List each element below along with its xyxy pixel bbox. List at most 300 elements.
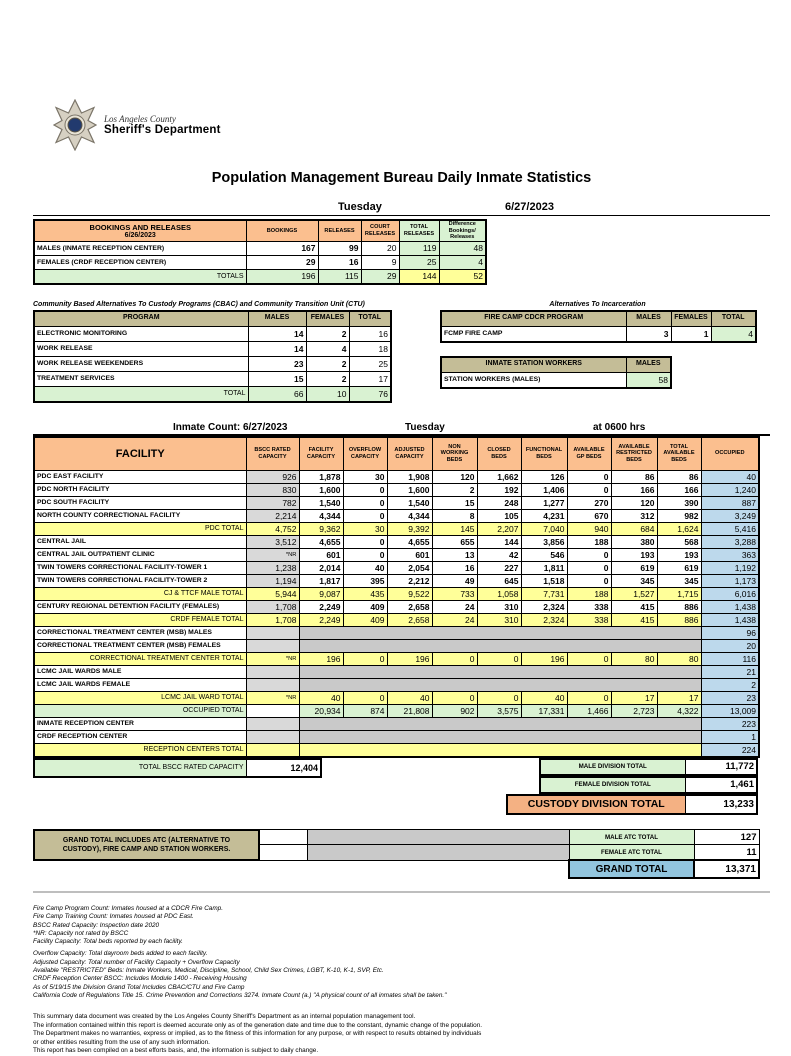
facility-cell: 4,344 — [299, 509, 343, 522]
facility-cell: 21,808 — [387, 704, 432, 717]
col-releases: RELEASES — [318, 220, 361, 241]
col-functional-beds: FUNCTIONAL BEDS — [521, 437, 567, 471]
bscc-total-table — [33, 758, 322, 778]
facility-cell — [299, 639, 701, 652]
cell: 167 — [246, 241, 318, 255]
col-difference: Difference Bookings/ Releases — [439, 220, 486, 241]
facility-cell: PDC TOTAL — [34, 522, 246, 535]
facility-cell: 601 — [299, 548, 343, 561]
facility-row — [34, 704, 759, 717]
gray-filler — [307, 845, 569, 861]
col-overflow-capacity: OVERFLOW CAPACITY — [343, 437, 387, 471]
facility-cell: 0 — [567, 691, 611, 704]
facility-row — [34, 717, 759, 730]
female-division-label: FEMALE DIVISION TOTAL — [540, 777, 685, 793]
facility-cell: 3,288 — [701, 535, 759, 548]
cell: 2 — [306, 326, 349, 341]
footnotes — [33, 905, 770, 1000]
cbac-row — [34, 326, 391, 341]
col-males: MALES — [248, 311, 306, 327]
facility-row — [34, 483, 759, 496]
facility-cell: 42 — [477, 548, 521, 561]
facility-cell: CORRECTIONAL TREATMENT CENTER (MSB) MALES — [34, 626, 246, 639]
facility-cell: 145 — [432, 522, 477, 535]
facility-cell: 17,331 — [521, 704, 567, 717]
facility-cell: 390 — [657, 496, 701, 509]
inmate-count-time: at 0600 hrs — [593, 421, 646, 433]
facility-cell: 4,344 — [387, 509, 432, 522]
custody-division-value: 13,233 — [685, 795, 757, 814]
facility-cell: 1,277 — [521, 496, 567, 509]
facility-cell: PDC EAST FACILITY — [34, 470, 246, 483]
totals-label: TOTALS — [34, 269, 246, 284]
facility-cell: 192 — [477, 483, 521, 496]
facility-cell: 224 — [701, 743, 759, 757]
facility-header-row — [34, 437, 759, 471]
facility-cell: 655 — [432, 535, 477, 548]
facility-cell: 1,466 — [567, 704, 611, 717]
male-division-label: MALE DIVISION TOTAL — [540, 759, 685, 775]
facility-row — [34, 509, 759, 522]
cell: 23 — [248, 356, 306, 371]
facility-cell: 20,934 — [299, 704, 343, 717]
facility-cell: 0 — [343, 535, 387, 548]
facility-row — [34, 535, 759, 548]
facility-cell: 2,214 — [246, 509, 299, 522]
row-label: WORK RELEASE WEEKENDERS — [34, 356, 248, 371]
grand-total-value: 13,371 — [694, 860, 759, 878]
facility-cell: 5,416 — [701, 522, 759, 535]
facility-cell: 15 — [432, 496, 477, 509]
facility-cell: 645 — [477, 574, 521, 587]
cell: 9 — [361, 255, 399, 269]
facility-cell — [246, 717, 299, 730]
bookings-title: BOOKINGS AND RELEASES — [89, 222, 191, 232]
cell: 196 — [246, 269, 318, 284]
bookings-header-row — [34, 220, 486, 241]
col-adjusted-capacity: ADJUSTED CAPACITY — [387, 437, 432, 471]
col-closed-beds: CLOSED BEDS — [477, 437, 521, 471]
cell: 10 — [306, 386, 349, 402]
footnote: BSCC Rated Capacity: Inspection date 2020 — [33, 921, 160, 929]
spacer-cell — [259, 830, 307, 845]
footnote: Facility Capacity: Total beds reported by each facility. — [33, 938, 183, 946]
facility-cell: 345 — [657, 574, 701, 587]
facility-cell: 0 — [432, 652, 477, 665]
facility-cell — [246, 678, 299, 691]
facility-cell: 21 — [701, 665, 759, 678]
custody-division-total — [506, 794, 758, 815]
facility-cell: 782 — [246, 496, 299, 509]
male-division-total — [539, 758, 758, 776]
facility-cell: 415 — [611, 613, 657, 626]
cell: 99 — [318, 241, 361, 255]
facility-cell: 886 — [657, 613, 701, 626]
facility-cell: 2,054 — [387, 561, 432, 574]
facility-cell: 1,811 — [521, 561, 567, 574]
facility-cell: 310 — [477, 613, 521, 626]
facility-cell: 338 — [567, 600, 611, 613]
facility-cell: 619 — [657, 561, 701, 574]
cbac-title: Community Based Alternatives To Custody Programs (CBAC) and Community Transition Unit (CTU) — [33, 300, 365, 308]
facility-cell: 4,231 — [521, 509, 567, 522]
facility-cell: 940 — [567, 522, 611, 535]
facility-cell — [246, 626, 299, 639]
facility-row — [34, 587, 759, 600]
grand-note-line1: GRAND TOTAL INCLUDES ATC (ALTERNATIVE TO — [62, 836, 231, 844]
cell: 58 — [626, 372, 671, 388]
grand-total-section — [33, 829, 760, 880]
cbac-table — [33, 310, 392, 403]
cell: 4 — [439, 255, 486, 269]
facility-cell: 30 — [343, 470, 387, 483]
facility-cell: CORRECTIONAL TREATMENT CENTER TOTAL — [34, 652, 246, 665]
agency-name-label: Sheriff's Department — [104, 124, 221, 136]
row-label: WORK RELEASE — [34, 341, 248, 356]
facility-cell — [299, 730, 701, 743]
station-workers-table — [440, 356, 672, 389]
facility-cell — [246, 704, 299, 717]
female-atc-value: 11 — [694, 845, 759, 861]
facility-cell: 1,540 — [299, 496, 343, 509]
facility-cell: 1,527 — [611, 587, 657, 600]
col-bookings: BOOKINGS — [246, 220, 318, 241]
facility-cell: 9,362 — [299, 522, 343, 535]
facility-cell: LCMC JAIL WARD TOTAL — [34, 691, 246, 704]
footnote: As of 5/19/15 the Division Grand Total Includes CBAC/CTU and Fire Camp — [33, 983, 245, 991]
col-total: TOTAL — [349, 311, 391, 327]
facility-row — [34, 743, 759, 757]
facility-cell: 380 — [611, 535, 657, 548]
report-day: Tuesday — [338, 201, 382, 213]
divider-line — [33, 891, 770, 893]
cell: 29 — [361, 269, 399, 284]
disclaimer-line: The Department makes no warranties, express or implied, as to the fitness of this information for any purpose, or with respect to results obtained by individuals — [33, 1030, 482, 1038]
facility-cell: 8 — [432, 509, 477, 522]
facility-cell: CJ & TTCF MALE TOTAL — [34, 587, 246, 600]
facility-cell — [299, 743, 701, 757]
facility-cell: 1,817 — [299, 574, 343, 587]
facility-cell: 188 — [567, 535, 611, 548]
grand-row — [34, 860, 759, 878]
facility-cell: 24 — [432, 613, 477, 626]
facility-cell: 0 — [567, 561, 611, 574]
cell: 25 — [349, 356, 391, 371]
facility-cell: 0 — [432, 691, 477, 704]
bookings-row-females — [34, 255, 486, 269]
facility-cell: 3,249 — [701, 509, 759, 522]
cell: 119 — [399, 241, 439, 255]
facility-row — [34, 600, 759, 613]
gray-filler — [307, 830, 569, 845]
facility-cell: 1,600 — [387, 483, 432, 496]
cbac-section — [33, 301, 390, 403]
facility-cell: 17 — [657, 691, 701, 704]
disclaimer-line: The information contained within this report is deemed accurate only as of the generation date and time due to the constant, dynamic change of the population. — [33, 1021, 483, 1029]
facility-row — [34, 470, 759, 483]
facility-cell: 1,058 — [477, 587, 521, 600]
facility-cell — [299, 665, 701, 678]
facility-cell: CRDF FEMALE TOTAL — [34, 613, 246, 626]
grand-note-line2: CUSTODY), FIRE CAMP AND STATION WORKERS. — [62, 845, 231, 853]
col-available-restricted-beds: AVAILABLE RESTRICTED BEDS — [611, 437, 657, 471]
facility-cell: 188 — [567, 587, 611, 600]
footnote: Fire Camp Training Count: Inmates housed at PDC East. — [33, 913, 194, 921]
facility-row — [34, 496, 759, 509]
facility-cell: 6,016 — [701, 587, 759, 600]
agency-header — [53, 96, 770, 154]
female-atc-label: FEMALE ATC TOTAL — [569, 845, 694, 861]
facility-cell: 24 — [432, 600, 477, 613]
facility-cell: 338 — [567, 613, 611, 626]
facility-cell: 1,708 — [246, 613, 299, 626]
facility-cell: 1,708 — [246, 600, 299, 613]
footnote: CRDF Reception Center BSCC: Includes Module 1400 - Receiving Housing — [33, 975, 247, 983]
facility-cell: NORTH COUNTY CORRECTIONAL FACILITY — [34, 509, 246, 522]
cell: 20 — [361, 241, 399, 255]
facility-cell: 1,600 — [299, 483, 343, 496]
row-label: STATION WORKERS (MALES) — [441, 372, 626, 388]
spacer-cell — [34, 860, 259, 878]
alternatives-section — [440, 301, 755, 403]
row-label: FCMP FIRE CAMP — [441, 326, 626, 342]
facility-cell: 0 — [567, 548, 611, 561]
facility-cell: 2,324 — [521, 613, 567, 626]
inmate-count-day: Tuesday — [405, 421, 445, 433]
facility-cell: 105 — [477, 509, 521, 522]
facility-cell: 1,438 — [701, 600, 759, 613]
facility-cell: TWIN TOWERS CORRECTIONAL FACILITY-TOWER 2 — [34, 574, 246, 587]
cell: 144 — [399, 269, 439, 284]
facility-cell: 546 — [521, 548, 567, 561]
facility-summary — [33, 758, 758, 815]
cell: 15 — [248, 371, 306, 386]
facility-cell: 13 — [432, 548, 477, 561]
facility-cell: 96 — [701, 626, 759, 639]
facility-cell: 2 — [701, 678, 759, 691]
facility-cell: 1,238 — [246, 561, 299, 574]
facility-cell: 1,624 — [657, 522, 701, 535]
page-title: Population Management Bureau Daily Inmate Statistics — [211, 170, 592, 186]
facility-cell: 2 — [432, 483, 477, 496]
cbac-row — [34, 341, 391, 356]
facility-cell: 345 — [611, 574, 657, 587]
facility-cell: 3,575 — [477, 704, 521, 717]
facility-row — [34, 522, 759, 535]
facility-cell: 86 — [611, 470, 657, 483]
facility-row — [34, 639, 759, 652]
facility-cell: 20 — [701, 639, 759, 652]
bookings-row-males — [34, 241, 486, 255]
cell: 18 — [349, 341, 391, 356]
facility-cell: 3,512 — [246, 535, 299, 548]
facility-cell: 227 — [477, 561, 521, 574]
facility-cell: 166 — [657, 483, 701, 496]
spacer-cell — [259, 845, 307, 861]
report-date: 6/27/2023 — [505, 201, 554, 213]
facility-cell: 40 — [387, 691, 432, 704]
col-bscc-rated-capacity: BSCC RATED CAPACITY — [246, 437, 299, 471]
facility-cell: 2,249 — [299, 600, 343, 613]
cell: 14 — [248, 326, 306, 341]
facility-cell: 2,658 — [387, 600, 432, 613]
facility-cell: 4,655 — [299, 535, 343, 548]
facility-cell: 49 — [432, 574, 477, 587]
facility-cell: OCCUPIED TOTAL — [34, 704, 246, 717]
facility-cell: 80 — [611, 652, 657, 665]
facility-cell: 0 — [343, 652, 387, 665]
facility-cell: 196 — [521, 652, 567, 665]
fire-camp-row — [441, 326, 756, 342]
cell: 1 — [671, 326, 711, 342]
facility-cell: INMATE RECEPTION CENTER — [34, 717, 246, 730]
facility-cell: 4,322 — [657, 704, 701, 717]
facility-cell: 1,173 — [701, 574, 759, 587]
facility-cell: 1,662 — [477, 470, 521, 483]
facility-cell: 415 — [611, 600, 657, 613]
facility-cell: 30 — [343, 522, 387, 535]
facility-cell: 2,324 — [521, 600, 567, 613]
facility-cell: 1,715 — [657, 587, 701, 600]
cell: 25 — [399, 255, 439, 269]
facility-cell: 1,908 — [387, 470, 432, 483]
facility-cell: 0 — [477, 652, 521, 665]
facility-row — [34, 626, 759, 639]
cell: 66 — [248, 386, 306, 402]
facility-cell: 2,658 — [387, 613, 432, 626]
facility-cell: 2,207 — [477, 522, 521, 535]
facility-cell: 144 — [477, 535, 521, 548]
facility-cell: 568 — [657, 535, 701, 548]
facility-cell: CENTRAL JAIL OUTPATIENT CLINIC — [34, 548, 246, 561]
totals-label: TOTAL — [34, 386, 248, 402]
facility-cell: 887 — [701, 496, 759, 509]
facility-row — [34, 574, 759, 587]
facility-cell: 193 — [611, 548, 657, 561]
facility-cell: 2,014 — [299, 561, 343, 574]
facility-cell: 80 — [657, 652, 701, 665]
fire-camp-table — [440, 310, 757, 343]
facility-cell: 409 — [343, 613, 387, 626]
facility-cell: 40 — [701, 470, 759, 483]
facility-cell: 7,731 — [521, 587, 567, 600]
disclaimer-line: This report has been compiled on a best efforts basis, and, the information is subject to daily change. — [33, 1047, 319, 1055]
facility-cell: TWIN TOWERS CORRECTIONAL FACILITY-TOWER 1 — [34, 561, 246, 574]
facility-row — [34, 730, 759, 743]
cell: 16 — [349, 326, 391, 341]
facility-cell: 2,723 — [611, 704, 657, 717]
facility-cell: 1,194 — [246, 574, 299, 587]
facility-cell: 4,752 — [246, 522, 299, 535]
facility-cell: 0 — [343, 691, 387, 704]
facility-cell: 17 — [611, 691, 657, 704]
disclaimer — [33, 1013, 770, 1056]
facility-cell: PDC NORTH FACILITY — [34, 483, 246, 496]
facility-cell: *NR — [246, 652, 299, 665]
row-label: MALES (INMATE RECEPTION CENTER) — [34, 241, 246, 255]
facility-cell: 3,856 — [521, 535, 567, 548]
facility-cell: *NR — [246, 691, 299, 704]
facility-cell: 684 — [611, 522, 657, 535]
facility-cell: 9,392 — [387, 522, 432, 535]
col-total-available-beds: TOTAL AVAILABLE BEDS — [657, 437, 701, 471]
facility-cell: 0 — [567, 483, 611, 496]
grand-row — [34, 830, 759, 845]
facility-cell: 116 — [701, 652, 759, 665]
facility-cell: 0 — [343, 548, 387, 561]
facility-row — [34, 652, 759, 665]
bscc-total-row — [34, 759, 321, 777]
cbac-row — [34, 356, 391, 371]
facility-cell: 1,540 — [387, 496, 432, 509]
male-atc-label: MALE ATC TOTAL — [569, 830, 694, 845]
facility-cell: 120 — [611, 496, 657, 509]
facility-cell: 13,009 — [701, 704, 759, 717]
footnote: California Code of Regulations Title 15. Crime Prevention and Corrections 3274. Inmate Count (a.) "A physical count of all inmates shall be taken." — [33, 991, 447, 999]
col-facility-capacity: FACILITY CAPACITY — [299, 437, 343, 471]
facility-cell: CENTURY REGIONAL DETENTION FACILITY (FEMALES) — [34, 600, 246, 613]
cell: 52 — [439, 269, 486, 284]
footnote: Overflow Capacity: Total dayroom beds added to each facility. — [33, 950, 208, 958]
facility-cell: 0 — [567, 652, 611, 665]
col-total-releases: TOTAL RELEASES — [399, 220, 439, 241]
facility-cell: 1,240 — [701, 483, 759, 496]
cell: 16 — [318, 255, 361, 269]
col-fire-camp-program: FIRE CAMP CDCR PROGRAM — [441, 311, 626, 327]
cbac-row — [34, 371, 391, 386]
cell: 29 — [246, 255, 318, 269]
col-inmate-station-workers: INMATE STATION WORKERS — [441, 357, 626, 373]
facility-cell: 982 — [657, 509, 701, 522]
facility-cell — [246, 743, 299, 757]
cell: 14 — [248, 341, 306, 356]
facility-row — [34, 561, 759, 574]
agency-county-label: Los Angeles County — [104, 114, 176, 124]
facility-cell: 2,249 — [299, 613, 343, 626]
female-division-total — [539, 776, 758, 794]
facility-cell: 0 — [567, 574, 611, 587]
facility-cell: 7,040 — [521, 522, 567, 535]
col-program: PROGRAM — [34, 311, 248, 327]
inmate-count-date: Inmate Count: 6/27/2023 — [173, 421, 288, 433]
facility-cell: 601 — [387, 548, 432, 561]
facility-cell: 9,087 — [299, 587, 343, 600]
facility-cell: 395 — [343, 574, 387, 587]
spacer-cell — [259, 860, 307, 878]
facility-cell: 270 — [567, 496, 611, 509]
facility-cell: 4,655 — [387, 535, 432, 548]
facility-cell: 193 — [657, 548, 701, 561]
facility-cell: 1,518 — [521, 574, 567, 587]
spacer-cell — [307, 860, 569, 878]
facility-row — [34, 678, 759, 691]
col-facility: FACILITY — [34, 437, 246, 471]
station-workers-row — [441, 372, 671, 388]
cell: 17 — [349, 371, 391, 386]
cell: 3 — [626, 326, 671, 342]
facility-cell: 1,406 — [521, 483, 567, 496]
facility-cell: 86 — [657, 470, 701, 483]
bookings-title-cell — [34, 220, 246, 241]
facility-cell: 2,212 — [387, 574, 432, 587]
bookings-date: 6/26/2023 — [124, 231, 156, 239]
facility-cell — [246, 730, 299, 743]
facility-cell: 16 — [432, 561, 477, 574]
facility-cell: 733 — [432, 587, 477, 600]
col-females: FEMALES — [671, 311, 711, 327]
facility-cell: CRDF RECEPTION CENTER — [34, 730, 246, 743]
facility-cell: 196 — [387, 652, 432, 665]
